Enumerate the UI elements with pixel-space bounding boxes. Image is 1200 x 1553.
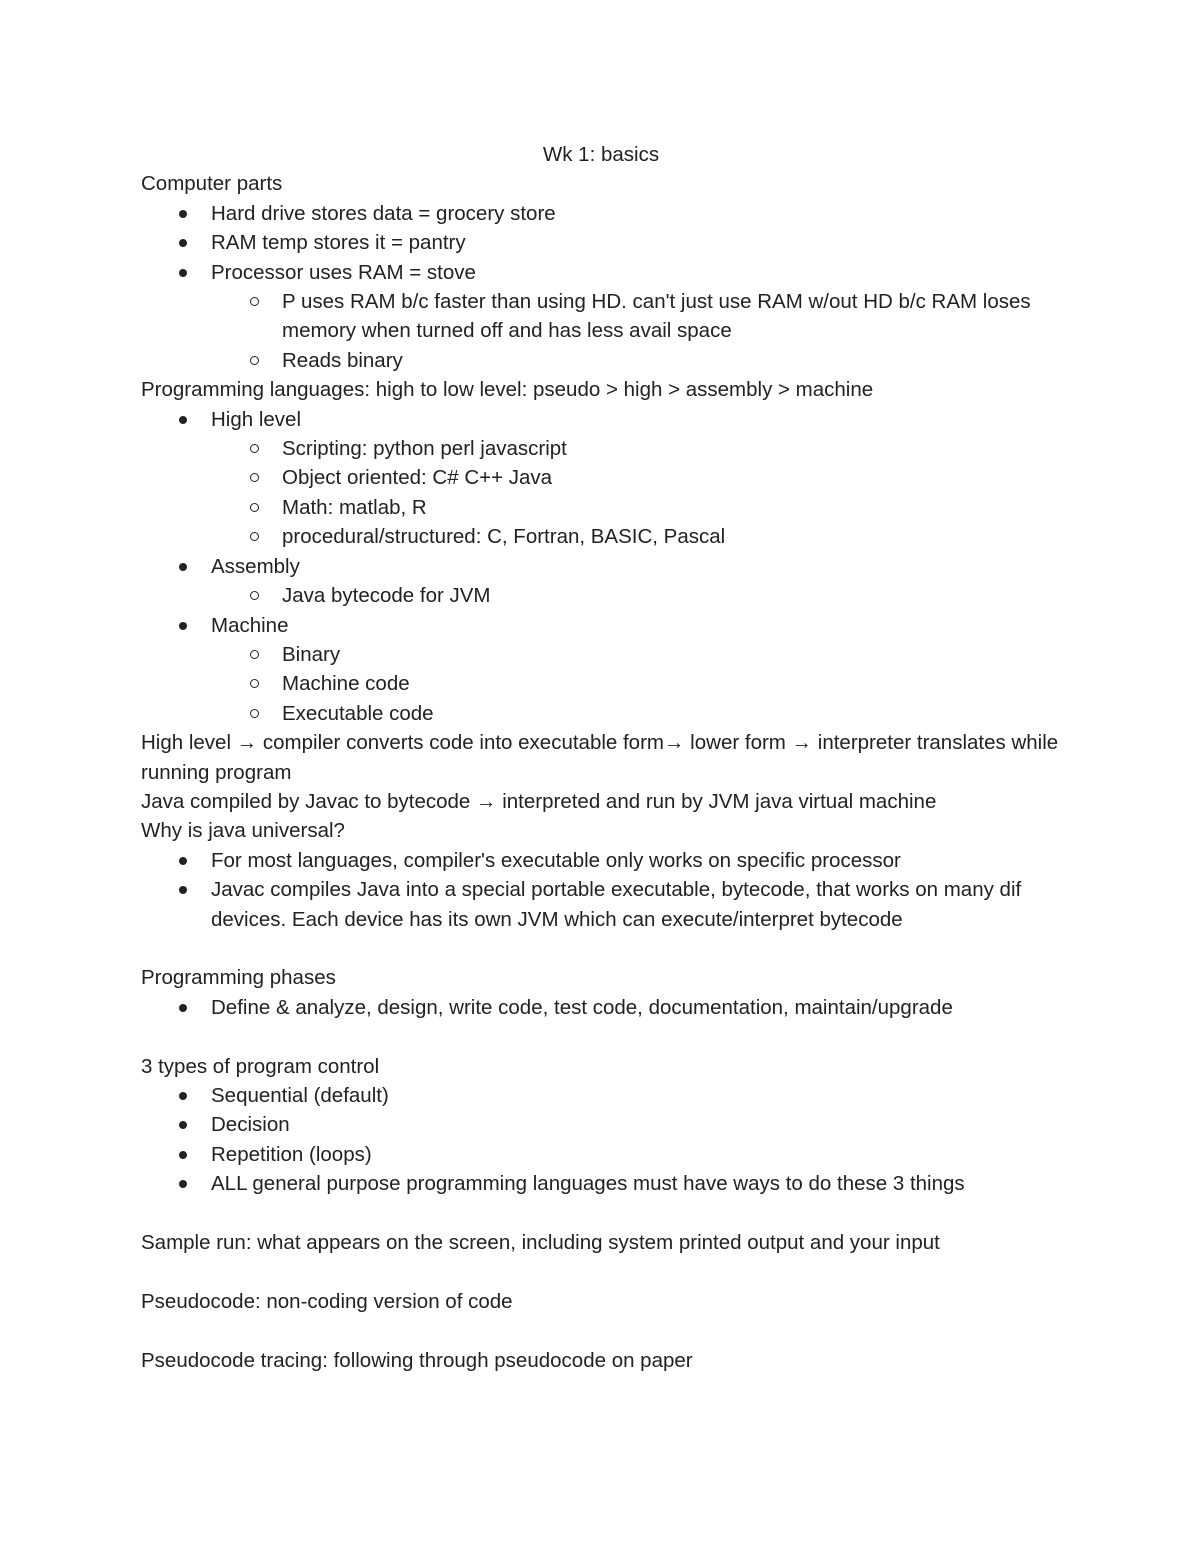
list-item: Define & analyze, design, write code, test code, documentation, maintain/upgrade xyxy=(141,993,1071,1022)
sub-list-item: Object oriented: C# C++ Java xyxy=(141,463,1071,492)
list-item: Processor uses RAM = stove xyxy=(141,258,1071,287)
list-item: RAM temp stores it = pantry xyxy=(141,228,1071,257)
bullet-icon xyxy=(179,269,187,277)
sub-list-item: Scripting: python perl javascript xyxy=(141,434,1071,463)
blank-line xyxy=(141,1199,1071,1228)
sub-list-item: procedural/structured: C, Fortran, BASIC, Pascal xyxy=(141,522,1071,551)
blank-line xyxy=(141,934,1071,963)
bullet-icon xyxy=(179,622,187,630)
circle-bullet-icon xyxy=(250,532,259,541)
blank-line xyxy=(141,1316,1071,1345)
list-item: For most languages, compiler's executable only works on specific processor xyxy=(141,846,1071,875)
bullet-icon xyxy=(179,886,187,894)
bullet-icon xyxy=(179,1151,187,1159)
bullet-icon xyxy=(179,1121,187,1129)
circle-bullet-icon xyxy=(250,709,259,718)
bullet-icon xyxy=(179,1092,187,1100)
blank-line xyxy=(141,1022,1071,1051)
page-title: Wk 1: basics xyxy=(542,143,660,166)
circle-bullet-icon xyxy=(250,591,259,600)
circle-bullet-icon xyxy=(250,679,259,688)
bullet-icon xyxy=(179,1004,187,1012)
bullet-icon xyxy=(179,210,187,218)
list-item: Javac compiles Java into a special portable executable, bytecode, that works on many dif devices. Each device has its own JVM which can execute/interpret bytecode xyxy=(141,875,1061,934)
sub-list-item: Binary xyxy=(141,640,1071,669)
sample-run-note: Sample run: what appears on the screen, including system printed output and your input xyxy=(141,1230,940,1254)
circle-bullet-icon xyxy=(250,503,259,512)
circle-bullet-icon xyxy=(250,650,259,659)
circle-bullet-icon xyxy=(250,297,259,306)
java-note: Java compiled by Javac to bytecode → interpreted and run by JVM java virtual machine xyxy=(141,789,937,813)
bullet-icon xyxy=(179,1180,187,1188)
pseudocode-note: Pseudocode: non-coding version of code xyxy=(141,1289,513,1313)
list-item: Hard drive stores data = grocery store xyxy=(141,199,1071,228)
list-item: ALL general purpose programming languages must have ways to do these 3 things xyxy=(141,1169,1071,1198)
sub-list-item: Math: matlab, R xyxy=(141,493,1071,522)
circle-bullet-icon xyxy=(250,356,259,365)
list-item: Machine xyxy=(141,611,1071,640)
list-item: Sequential (default) xyxy=(141,1081,1071,1110)
section-heading-computer-parts: Computer parts xyxy=(141,172,283,196)
compile-note: High level → compiler converts code into executable form→ lower form → interpreter translates while running program xyxy=(141,731,1059,784)
sub-list-item: Executable code xyxy=(141,699,1071,728)
list-item: Decision xyxy=(141,1110,1071,1139)
list-item: High level xyxy=(141,405,1071,434)
pseudocode-tracing-note: Pseudocode tracing: following through pseudocode on paper xyxy=(141,1348,693,1372)
bullet-icon xyxy=(179,416,187,424)
list-item: Assembly xyxy=(141,552,1071,581)
sub-list-item: Reads binary xyxy=(141,346,1071,375)
bullet-icon xyxy=(179,239,187,247)
section-heading-universal: Why is java universal? xyxy=(141,819,345,843)
bullet-icon xyxy=(179,857,187,865)
circle-bullet-icon xyxy=(250,444,259,453)
sub-list-item: Java bytecode for JVM xyxy=(141,581,1071,610)
sub-list-item: Machine code xyxy=(141,669,1071,698)
section-heading-phases: Programming phases xyxy=(141,966,336,990)
section-heading-control: 3 types of program control xyxy=(141,1054,380,1078)
blank-line xyxy=(141,1257,1071,1286)
circle-bullet-icon xyxy=(250,473,259,482)
sub-list-item: P uses RAM b/c faster than using HD. can't just use RAM w/out HD b/c RAM loses memory when turned off and has less avail space xyxy=(141,287,1072,346)
section-heading-languages: Programming languages: high to low level: pseudo > high > assembly > machine xyxy=(141,378,874,402)
document-body xyxy=(141,140,1071,1375)
list-item: Repetition (loops) xyxy=(141,1140,1071,1169)
bullet-icon xyxy=(179,563,187,571)
